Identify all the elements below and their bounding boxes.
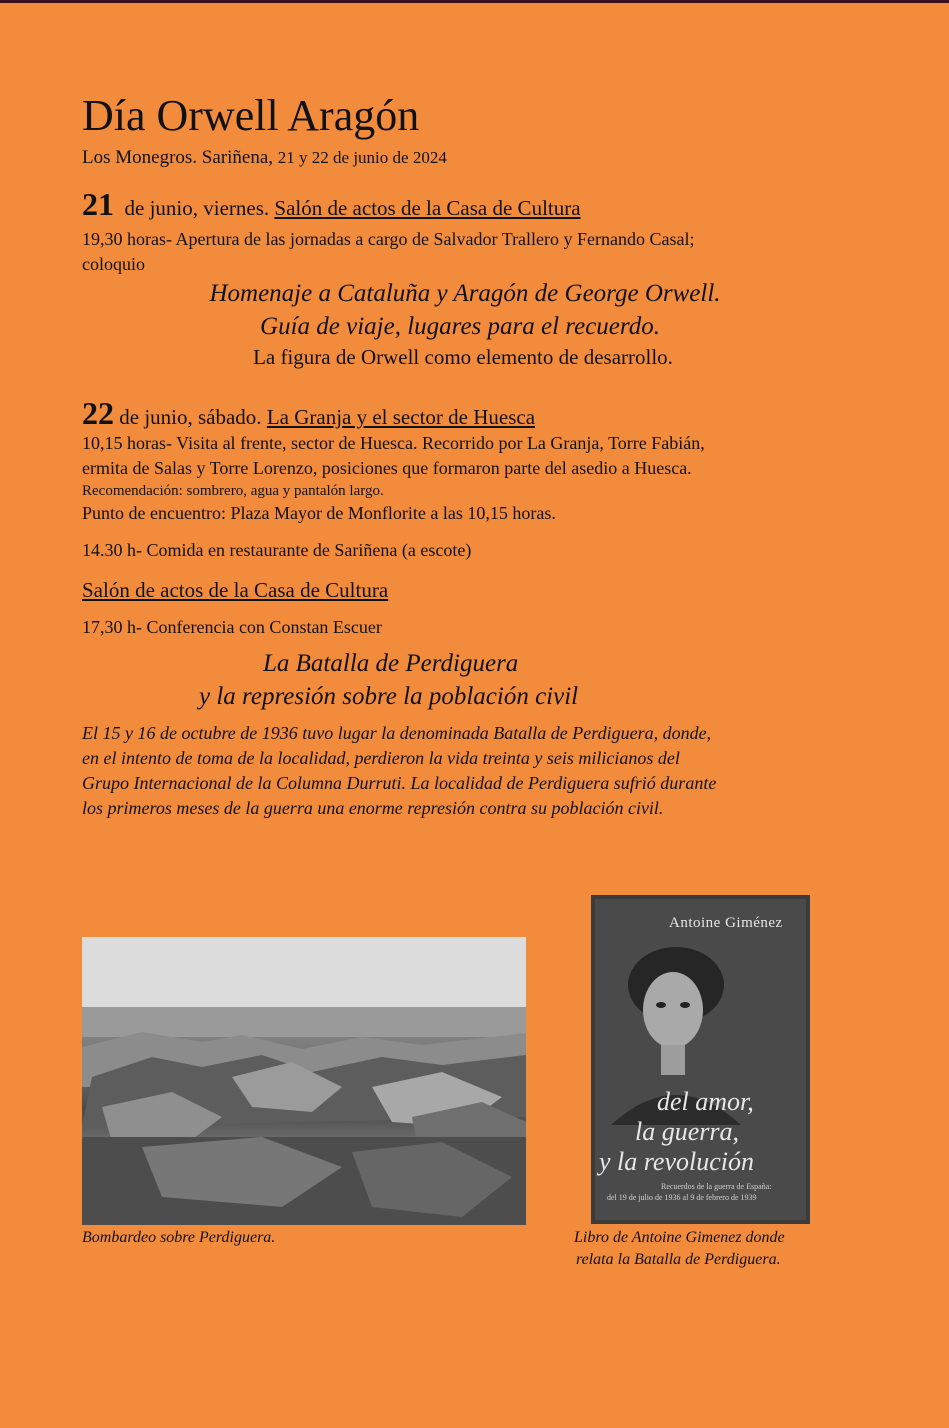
day2-talk-subtitle: y la represión sobre la población civil: [199, 683, 579, 710]
book-subtitle-line-2: del 19 de julio de 1936 al 9 de febrero de 1939: [607, 1193, 757, 1202]
book-title-line-2: la guerra,: [635, 1117, 739, 1146]
day2-number: 22: [82, 395, 114, 431]
day2-recommendation: Recomendación: sombrero, agua y pantalón largo.: [82, 483, 384, 499]
book-title-line-1: del amor,: [657, 1087, 754, 1116]
book-caption-line-2: relata la Batalla de Perdiguera.: [576, 1251, 781, 1268]
day2-meeting-point: Punto de encuentro: Plaza Mayor de Monflorite a las 10,15 horas.: [82, 503, 556, 523]
top-border-line: [0, 0, 949, 3]
book-subtitle-line-1: Recuerdos de la guerra de España:: [661, 1182, 772, 1191]
day1-number: 21: [82, 186, 114, 222]
day2-talk-title: La Batalla de Perdiguera: [263, 650, 519, 677]
day2-venue-2: Salón de actos de la Casa de Cultura: [82, 578, 389, 602]
book-title-line-3: y la revolución: [599, 1147, 754, 1176]
day1-schedule-line-2: coloquio: [82, 254, 145, 274]
day1-heading: [82, 187, 581, 225]
day1-label: de junio, viernes.: [124, 196, 270, 220]
day2-lunch: 14.30 h- Comida en restaurante de Sariñena (a escote): [82, 540, 472, 560]
event-place: Los Monegros. Sariñena,: [82, 147, 274, 168]
day2-venue: La Granja y el sector de Huesca: [266, 405, 536, 429]
photo-caption: Bombardeo sobre Perdiguera.: [82, 1229, 276, 1246]
book-caption-line-1: Libro de Antoine Gimenez donde: [574, 1229, 785, 1246]
day2-description-line: en el intento de toma de la localidad, perdieron la vida treinta y seis milicianos del: [82, 748, 680, 768]
day1-schedule-line: 19,30 horas- Apertura de las jornadas a cargo de Salvador Trallero y Fernando Casal;: [82, 229, 695, 249]
day2-conference: 17,30 h- Conferencia con Constan Escuer: [82, 617, 382, 637]
village-ruins-image: [82, 937, 526, 1225]
day2-description-line: El 15 y 16 de octubre de 1936 tuvo lugar la denominada Batalla de Perdiguera, donde,: [82, 723, 712, 743]
book-cover: [591, 895, 810, 1224]
event-location: [82, 146, 447, 170]
day2-schedule-line-2: ermita de Salas y Torre Lorenzo, posiciones que formaron parte del asedio a Huesca.: [82, 458, 692, 478]
day1-talk-description: La figura de Orwell como elemento de desarrollo.: [253, 345, 673, 369]
day1-talk-title: Homenaje a Cataluña y Aragón de George Orwell.: [209, 280, 721, 307]
perdiguera-photo: [82, 937, 526, 1225]
day1-venue: Salón de actos de la Casa de Cultura: [274, 196, 581, 220]
event-dates: 21 y 22 de junio de 2024: [277, 148, 447, 167]
book-author: Antoine Giménez: [669, 915, 783, 931]
day1-talk-subtitle: Guía de viaje, lugares para el recuerdo.: [260, 313, 660, 340]
day2-label: de junio, sábado.: [119, 405, 262, 429]
day2-heading: [82, 396, 535, 434]
day2-description-line: Grupo Internacional de la Columna Durruti. La localidad de Perdiguera sufrió durante: [82, 773, 717, 793]
day2-schedule-line: 10,15 horas- Visita al frente, sector de Huesca. Recorrido por La Granja, Torre Fabián,: [82, 433, 705, 453]
day2-description-line: los primeros meses de la guerra una enorme represión contra su población civil.: [82, 798, 664, 818]
page-title: Día Orwell Aragón: [82, 91, 420, 140]
